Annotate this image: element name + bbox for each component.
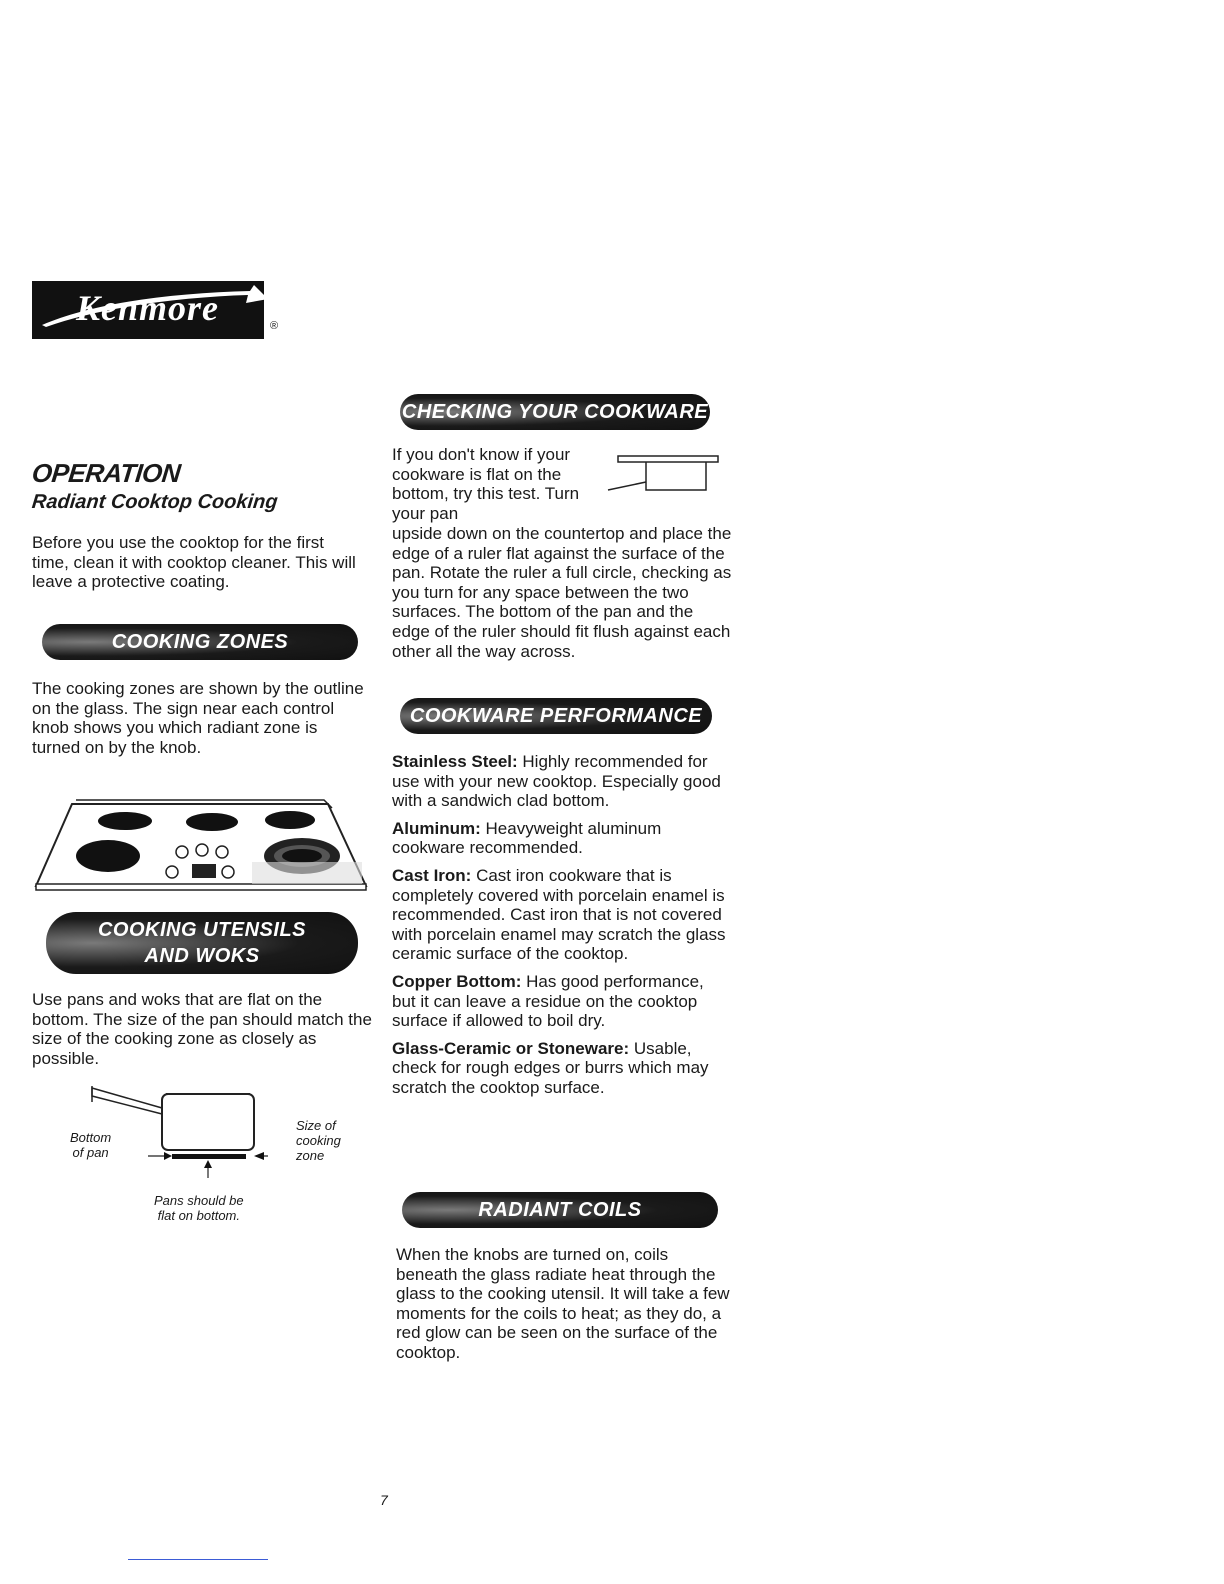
- ruler-test-icon: [606, 450, 724, 498]
- cooking-zones-text: The cooking zones are shown by the outline on the glass. The sign near each control knob shows you which radiant zone is turned on by the knob.: [32, 679, 364, 757]
- cooking-utensils-title-line1: COOKING UTENSILS: [97, 919, 306, 941]
- list-item: Glass-Ceramic or Stoneware: Usable, check for rough edges or burrs which may scratch the cooktop surface.: [392, 1038, 709, 1097]
- checking-cookware-banner: [400, 394, 710, 430]
- checking-cookware-text-wrap: If you don't know if your cookware is flat on the bottom, try this test. Turn your pan: [392, 445, 580, 523]
- footer-rule: [128, 1559, 268, 1560]
- cooktop-illustration: [32, 798, 368, 892]
- list-item: Stainless Steel: Highly recommended for use with your new cooktop. Especially good with a sandwich clad bottom.: [392, 752, 721, 811]
- registered-mark: ®: [270, 320, 279, 332]
- burner-back-right-icon: [265, 811, 315, 829]
- burner-front-left-icon: [76, 840, 140, 872]
- list-item: Cast Iron: Cast iron cookware that is completely covered with porcelain enamel is recommended. Cast iron that is not covered with porcelain enamel may scratch the glass ceramic surface of the cooktop.: [392, 865, 726, 964]
- page-number: 7: [380, 1492, 388, 1508]
- label-bottom-of-pan: Bottom of pan: [70, 1130, 112, 1160]
- cooking-zones-title: COOKING ZONES: [111, 630, 289, 653]
- cookware-performance-list: [392, 752, 732, 1106]
- label-size-of-cooking-zone: Size of cooking zone: [296, 1118, 341, 1163]
- list-item: Copper Bottom: Has good performance, but it can leave a residue on the cooktop surface if allowed to boil dry.: [392, 971, 704, 1031]
- logo-text: Kenmore: [76, 288, 220, 328]
- cookware-performance-title: COOKWARE PERFORMANCE: [409, 704, 703, 727]
- cooking-zones-banner: [42, 624, 358, 660]
- intro-text: Before you use the cooktop for the first time, clean it with cooktop cleaner. This will leave a protective coating.: [32, 533, 356, 592]
- radiant-coils-title: RADIANT COILS: [478, 1198, 642, 1221]
- checking-cookware-title: CHECKING YOUR COOKWARE: [401, 400, 709, 423]
- burner-back-left-icon: [98, 812, 152, 830]
- page-title: OPERATION: [30, 458, 182, 488]
- page-subtitle: Radiant Cooktop Cooking: [30, 491, 279, 513]
- cookware-performance-banner: [400, 698, 712, 734]
- radiant-coils-text: When the knobs are turned on, coils beneath the glass radiate heat through the glass to the cooking utensil. It will take a few moments for the coils to heat; as they do, a red glow can be seen on the surface of the cooktop.: [396, 1245, 730, 1362]
- cooking-utensils-banner: [46, 912, 358, 974]
- radiant-coils-banner: [402, 1192, 718, 1228]
- pan-flat-bottom-illustration: [88, 1082, 268, 1178]
- burner-back-center-icon: [186, 813, 238, 831]
- kenmore-logo: [32, 281, 264, 339]
- checking-cookware-text: upside down on the countertop and place the edge of a ruler flat against the surface of the pan. Rotate the ruler a full circle, checking as you turn for any space between the two surfaces. The bottom of the pan and the edge of the ruler should fit flush against each other all the way across.: [392, 524, 732, 661]
- list-item: Aluminum: Heavyweight aluminum cookware recommended.: [392, 818, 662, 858]
- label-pans-flat: Pans should be flat on bottom.: [154, 1193, 244, 1223]
- cooking-utensils-text: Use pans and woks that are flat on the bottom. The size of the pan should match the size of the cooking zone as closely as possible.: [32, 990, 372, 1068]
- cooking-utensils-title-line2: AND WOKS: [144, 945, 260, 967]
